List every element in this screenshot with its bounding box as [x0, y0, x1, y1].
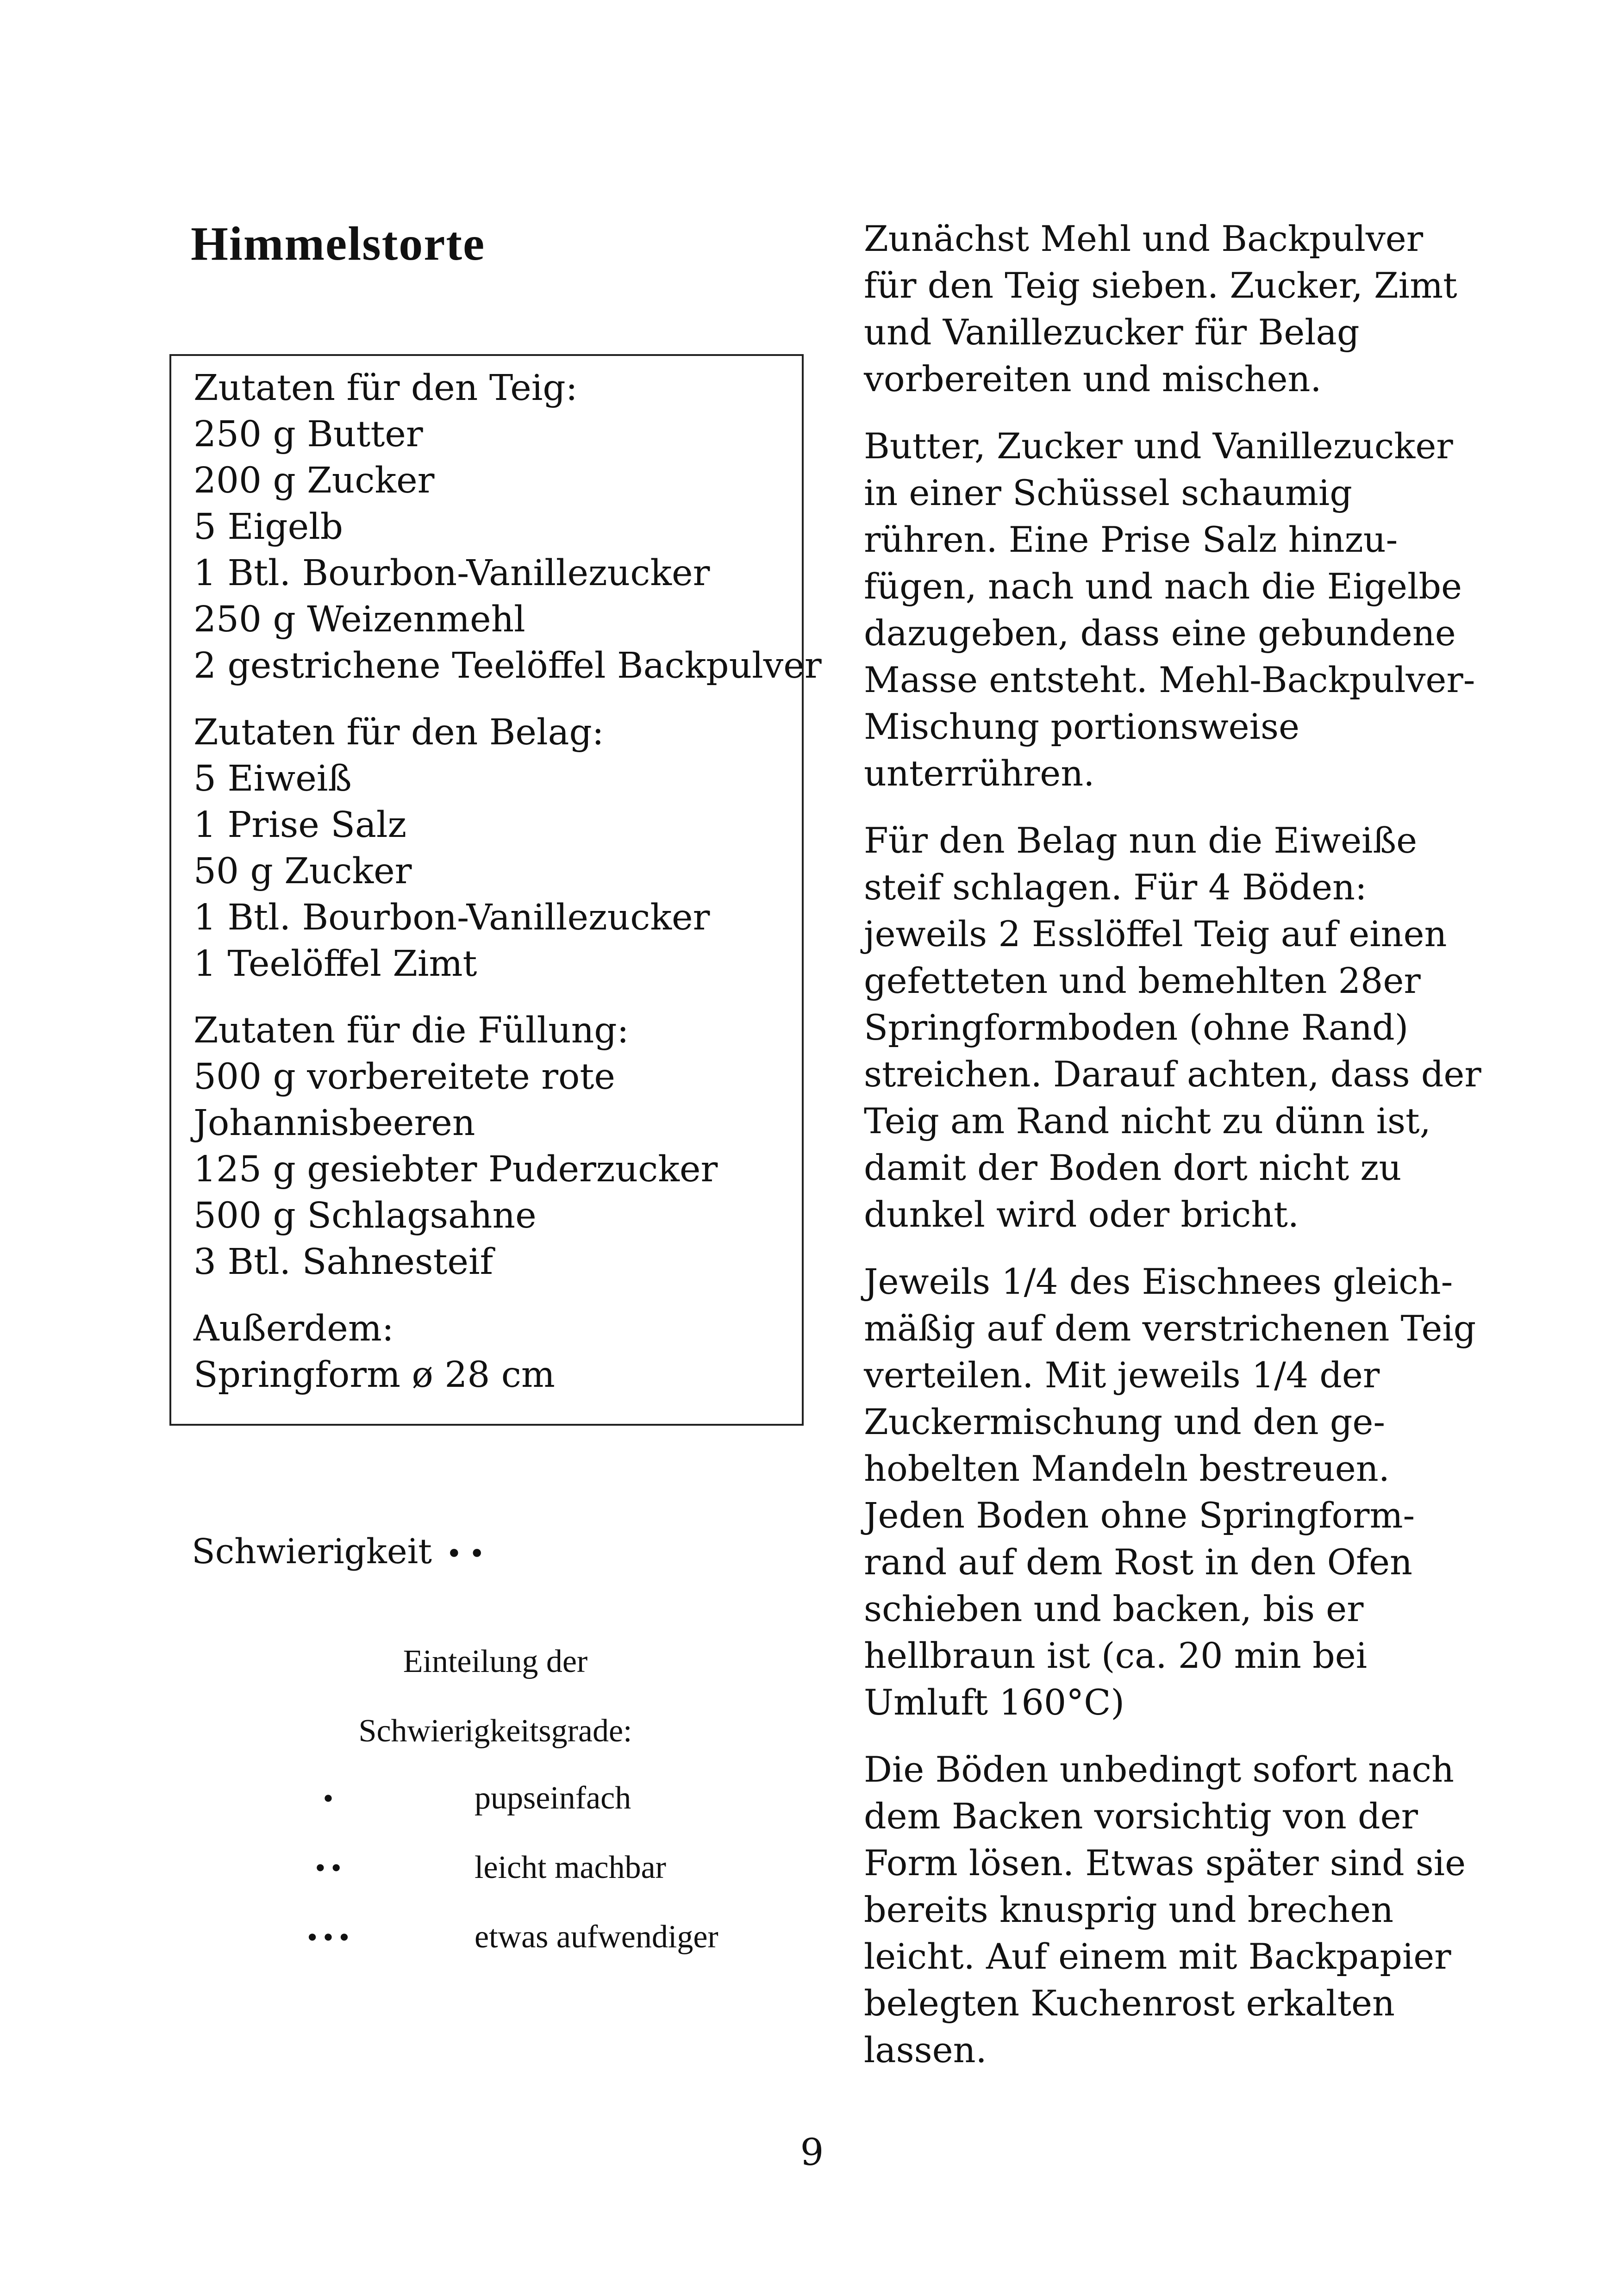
text-line: jeweils 2 Esslöffel Teig auf einen: [864, 913, 1447, 954]
ingredient-item: 1 Teelöffel Zimt: [194, 943, 477, 985]
ingredient-item: 500 g vorbereitete rote: [194, 1056, 615, 1098]
ingredient-item: 3 Btl. Sahnesteif: [194, 1241, 493, 1283]
text-line: leicht. Auf einem mit Backpapier: [864, 1936, 1451, 1977]
ingredient-heading: Zutaten für den Teig:: [194, 368, 578, 409]
text-line: dazugeben, dass eine gebundene: [864, 612, 1456, 654]
text-line: damit der Boden dort nicht zu: [864, 1147, 1402, 1188]
legend-dots: •••: [307, 1921, 355, 1953]
text-line: hellbraun ist (ca. 20 min bei: [864, 1635, 1368, 1676]
instructions-column: [864, 215, 1481, 2094]
text-line: für den Teig sieben. Zucker, Zimt: [864, 265, 1457, 306]
recipe-title: Himmelstorte: [191, 217, 486, 270]
ingredient-item: 5 Eiweiß: [194, 758, 352, 799]
ingredient-heading: Zutaten für die Füllung:: [194, 1010, 629, 1051]
text-line: unterrühren.: [864, 753, 1095, 794]
text-line: verteilen. Mit jeweils 1/4 der: [864, 1354, 1380, 1396]
text-line: Teig am Rand nicht zu dünn ist,: [864, 1100, 1431, 1141]
legend-row: [278, 1775, 764, 1821]
text-line: Springformboden (ohne Rand): [864, 1007, 1409, 1048]
legend-label: etwas aufwendiger: [475, 1919, 718, 1955]
ingredient-group-dough: [194, 365, 822, 689]
ingredient-item: 125 g gesiebter Puderzucker: [194, 1149, 718, 1190]
ingredient-item: 1 Btl. Bourbon-Vanillezucker: [194, 553, 710, 594]
text-line: dem Backen vorsichtig von der: [864, 1796, 1418, 1837]
text-line: hobelten Mandeln bestreuen.: [864, 1448, 1390, 1489]
ingredient-item: 1 Prise Salz: [194, 804, 407, 846]
text-line: in einer Schüssel schaumig: [864, 472, 1352, 513]
legend-row: [278, 1845, 764, 1891]
text-line: rühren. Eine Prise Salz hinzu-: [864, 519, 1398, 560]
ingredient-item: 200 g Zucker: [194, 460, 435, 501]
legend-dots: •: [323, 1782, 339, 1815]
ingredient-item: 5 Eigelb: [194, 506, 344, 548]
text-line: Für den Belag nun die Eiweiße: [864, 820, 1418, 861]
text-line: Masse entsteht. Mehl-Backpulver-: [864, 659, 1475, 700]
ingredient-group-topping: [194, 710, 783, 987]
text-line: gefetteten und bemehlten 28er: [864, 960, 1421, 1001]
text-line: Mischung portionsweise: [864, 706, 1299, 747]
legend-row: [278, 1914, 764, 1960]
legend-title-line2: Schwierigkeitsgrade:: [358, 1713, 632, 1749]
text-line: Butter, Zucker und Vanillezucker: [864, 425, 1453, 467]
instruction-paragraph: [864, 1258, 1475, 1726]
text-line: bereits knusprig und brechen: [864, 1889, 1394, 1930]
text-line: steif schlagen. Für 4 Böden:: [864, 867, 1367, 908]
ingredient-heading: Außerdem:: [194, 1308, 394, 1349]
text-line: fügen, nach und nach die Eigelbe: [864, 566, 1462, 607]
text-line: belegten Kuchenrost erkalten: [864, 1983, 1395, 2024]
legend-title-line1: Einteilung der: [403, 1644, 588, 1679]
difficulty-label: Schwierigkeit: [192, 1532, 432, 1572]
text-line: Form lösen. Etwas später sind sie: [864, 1842, 1466, 1883]
ingredient-item: 500 g Schlagsahne: [194, 1195, 537, 1236]
ingredient-item: 1 Btl. Bourbon-Vanillezucker: [194, 897, 710, 938]
ingredient-group-filling: [194, 1008, 783, 1285]
ingredient-item: Johannisbeeren: [194, 1103, 475, 1144]
text-line: Zuckermischung und den ge-: [864, 1401, 1386, 1442]
legend-label: leicht machbar: [475, 1850, 666, 1885]
text-line: Umluft 160°C): [864, 1682, 1125, 1723]
instruction-paragraph: [864, 215, 1475, 402]
text-line: Jeweils 1/4 des Eischnees gleich-: [864, 1261, 1453, 1302]
text-line: dunkel wird oder bricht.: [864, 1194, 1299, 1235]
text-line: und Vanillezucker für Belag: [864, 312, 1360, 353]
text-line: mäßig auf dem verstrichenen Teig: [864, 1308, 1476, 1349]
text-line: lassen.: [864, 2029, 987, 2070]
difficulty-dots: ••: [446, 1538, 492, 1570]
legend-label: pupseinfach: [475, 1780, 631, 1816]
ingredient-item: Springform ø 28 cm: [194, 1354, 555, 1396]
text-line: Jeden Boden ohne Springform-: [864, 1495, 1415, 1536]
ingredient-item: 50 g Zucker: [194, 851, 412, 892]
difficulty-rating: [192, 1528, 492, 1577]
ingredient-item: 2 gestrichene Teelöffel Backpulver: [194, 645, 822, 686]
instruction-paragraph: [864, 817, 1481, 1238]
ingredient-group-extras: [194, 1306, 783, 1398]
ingredient-heading: Zutaten für den Belag:: [194, 712, 604, 753]
instruction-paragraph: [864, 423, 1475, 797]
ingredient-item: 250 g Butter: [194, 414, 423, 455]
text-line: schieben und backen, bis er: [864, 1588, 1364, 1629]
text-line: streichen. Darauf achten, dass der: [864, 1054, 1481, 1095]
instruction-paragraph: [864, 1746, 1475, 2073]
legend-dots: ••: [315, 1851, 347, 1884]
text-line: rand auf dem Rost in den Ofen: [864, 1541, 1412, 1583]
text-line: Zunächst Mehl und Backpulver: [864, 218, 1424, 259]
text-line: Die Böden unbedingt sofort nach: [864, 1749, 1454, 1790]
ingredient-item: 250 g Weizenmehl: [194, 599, 525, 640]
page-number: 9: [800, 2131, 824, 2174]
text-line: vorbereiten und mischen.: [864, 358, 1322, 399]
ingredients-box: [169, 354, 822, 1426]
